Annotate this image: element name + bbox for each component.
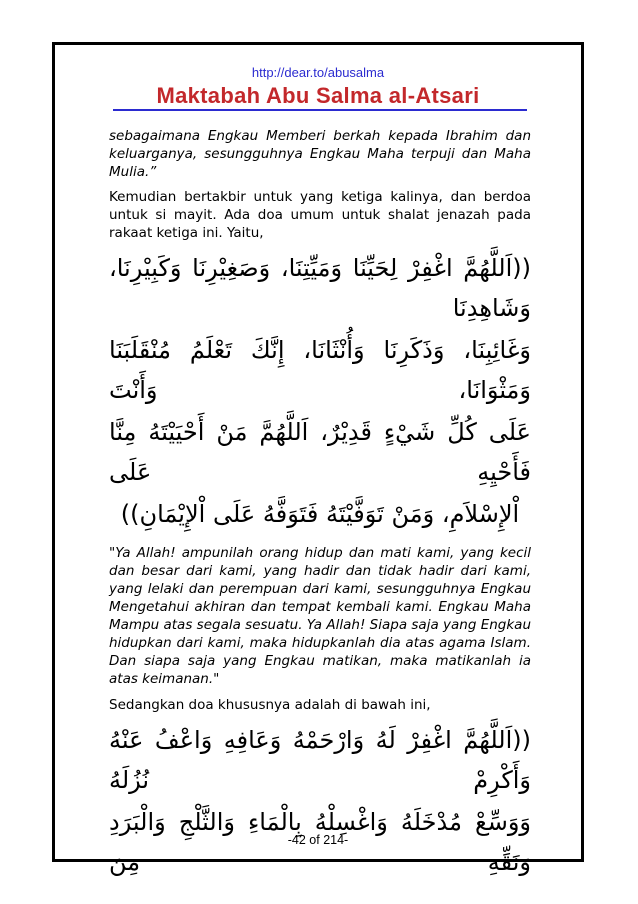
page-number: -42 of 214-: [287, 833, 349, 847]
page-border: [52, 42, 584, 876]
paragraph-third-takbir: Kemudian bertakbir untuk yang ketiga kalinya, dan berdoa untuk si mayit. Ada doa umum untuk shalat jenazah pada rakaat ketiga ini. Yaitu,: [109, 189, 531, 241]
arabic-line: وَوَسِّعْ مُدْخَلَهُ وَاغْسِلْهُ بِالْمَاءِ وَالثَّلْجِ وَالْبَرَدِ وَنَقِّهِ مِنَ: [109, 808, 531, 876]
paragraph-salawat-ending: sebagaimana Engkau Memberi berkah kepada Ibrahim dan keluarganya, sesungguhnya Engkau Maha terpuji dan Maha Mulia.”: [109, 128, 531, 180]
arabic-line: اْلإِسْلاَمِ، وَمَنْ تَوَفَّيْتَهُ فَتَوَفَّهُ عَلَى اْلإِيْمَانِ)): [120, 500, 520, 528]
arabic-line: ((اَللَّهُمَّ اغْفِرْ لَهُ وَارْحَمْهُ وَعَافِهِ وَاعْفُ عَنْهُ وَأَكْرِمْ نُزُلَهُ: [109, 726, 531, 794]
arabic-dua-specific: [109, 720, 531, 882]
arabic-line: عَلَى كُلِّ شَيْءٍ قَدِيْرٌ، اَللَّهُمَّ مَنْ أَحْيَيْتَهُ مِنَّا فَأَحْيِهِ عَلَى: [109, 418, 531, 486]
document-body: [109, 127, 531, 882]
arabic-dua-general: [109, 248, 531, 534]
paragraph-specific-dua-intro: Sedangkan doa khususnya adalah di bawah ini,: [109, 697, 431, 713]
arabic-line: ((اَللَّهُمَّ اغْفِرْ لِحَيِّنَا وَمَيِّتِنَا، وَصَغِيْرِنَا وَكَبِيْرِنَا، وَشَاهِدِنَا: [109, 254, 531, 322]
header-url-link[interactable]: http://dear.to/abusalma: [251, 65, 385, 80]
header-title: Maktabah Abu Salma al-Atsari: [156, 83, 480, 108]
arabic-line: وَغَائِبِنَا، وَذَكَرِنَا وَأُنْثَانَا، إِنَّكَ تَعْلَمُ مُنْقَلَبَنَا وَمَثْوَانَا، وَأَنْتَ: [109, 336, 531, 404]
paragraph-translation: "Ya Allah! ampunilah orang hidup dan mati kami, yang kecil dan besar dari kami, yang hadir dan tidak hadir dari kami, yang lelaki dan perempuan dari kami, sesungguhnya Engkau Mengetahui akhiran dan tempat kembali kami. Engkau Maha Mampu atas segala sesuatu. Ya Allah! Siapa saja yang Engkau hidupkan dari kami, maka hidupkanlah dia atas agama Islam. Dan siapa saja yang Engkau matikan, maka matikanlah ia atas keimanan.": [109, 545, 531, 687]
header-divider: [113, 109, 527, 111]
